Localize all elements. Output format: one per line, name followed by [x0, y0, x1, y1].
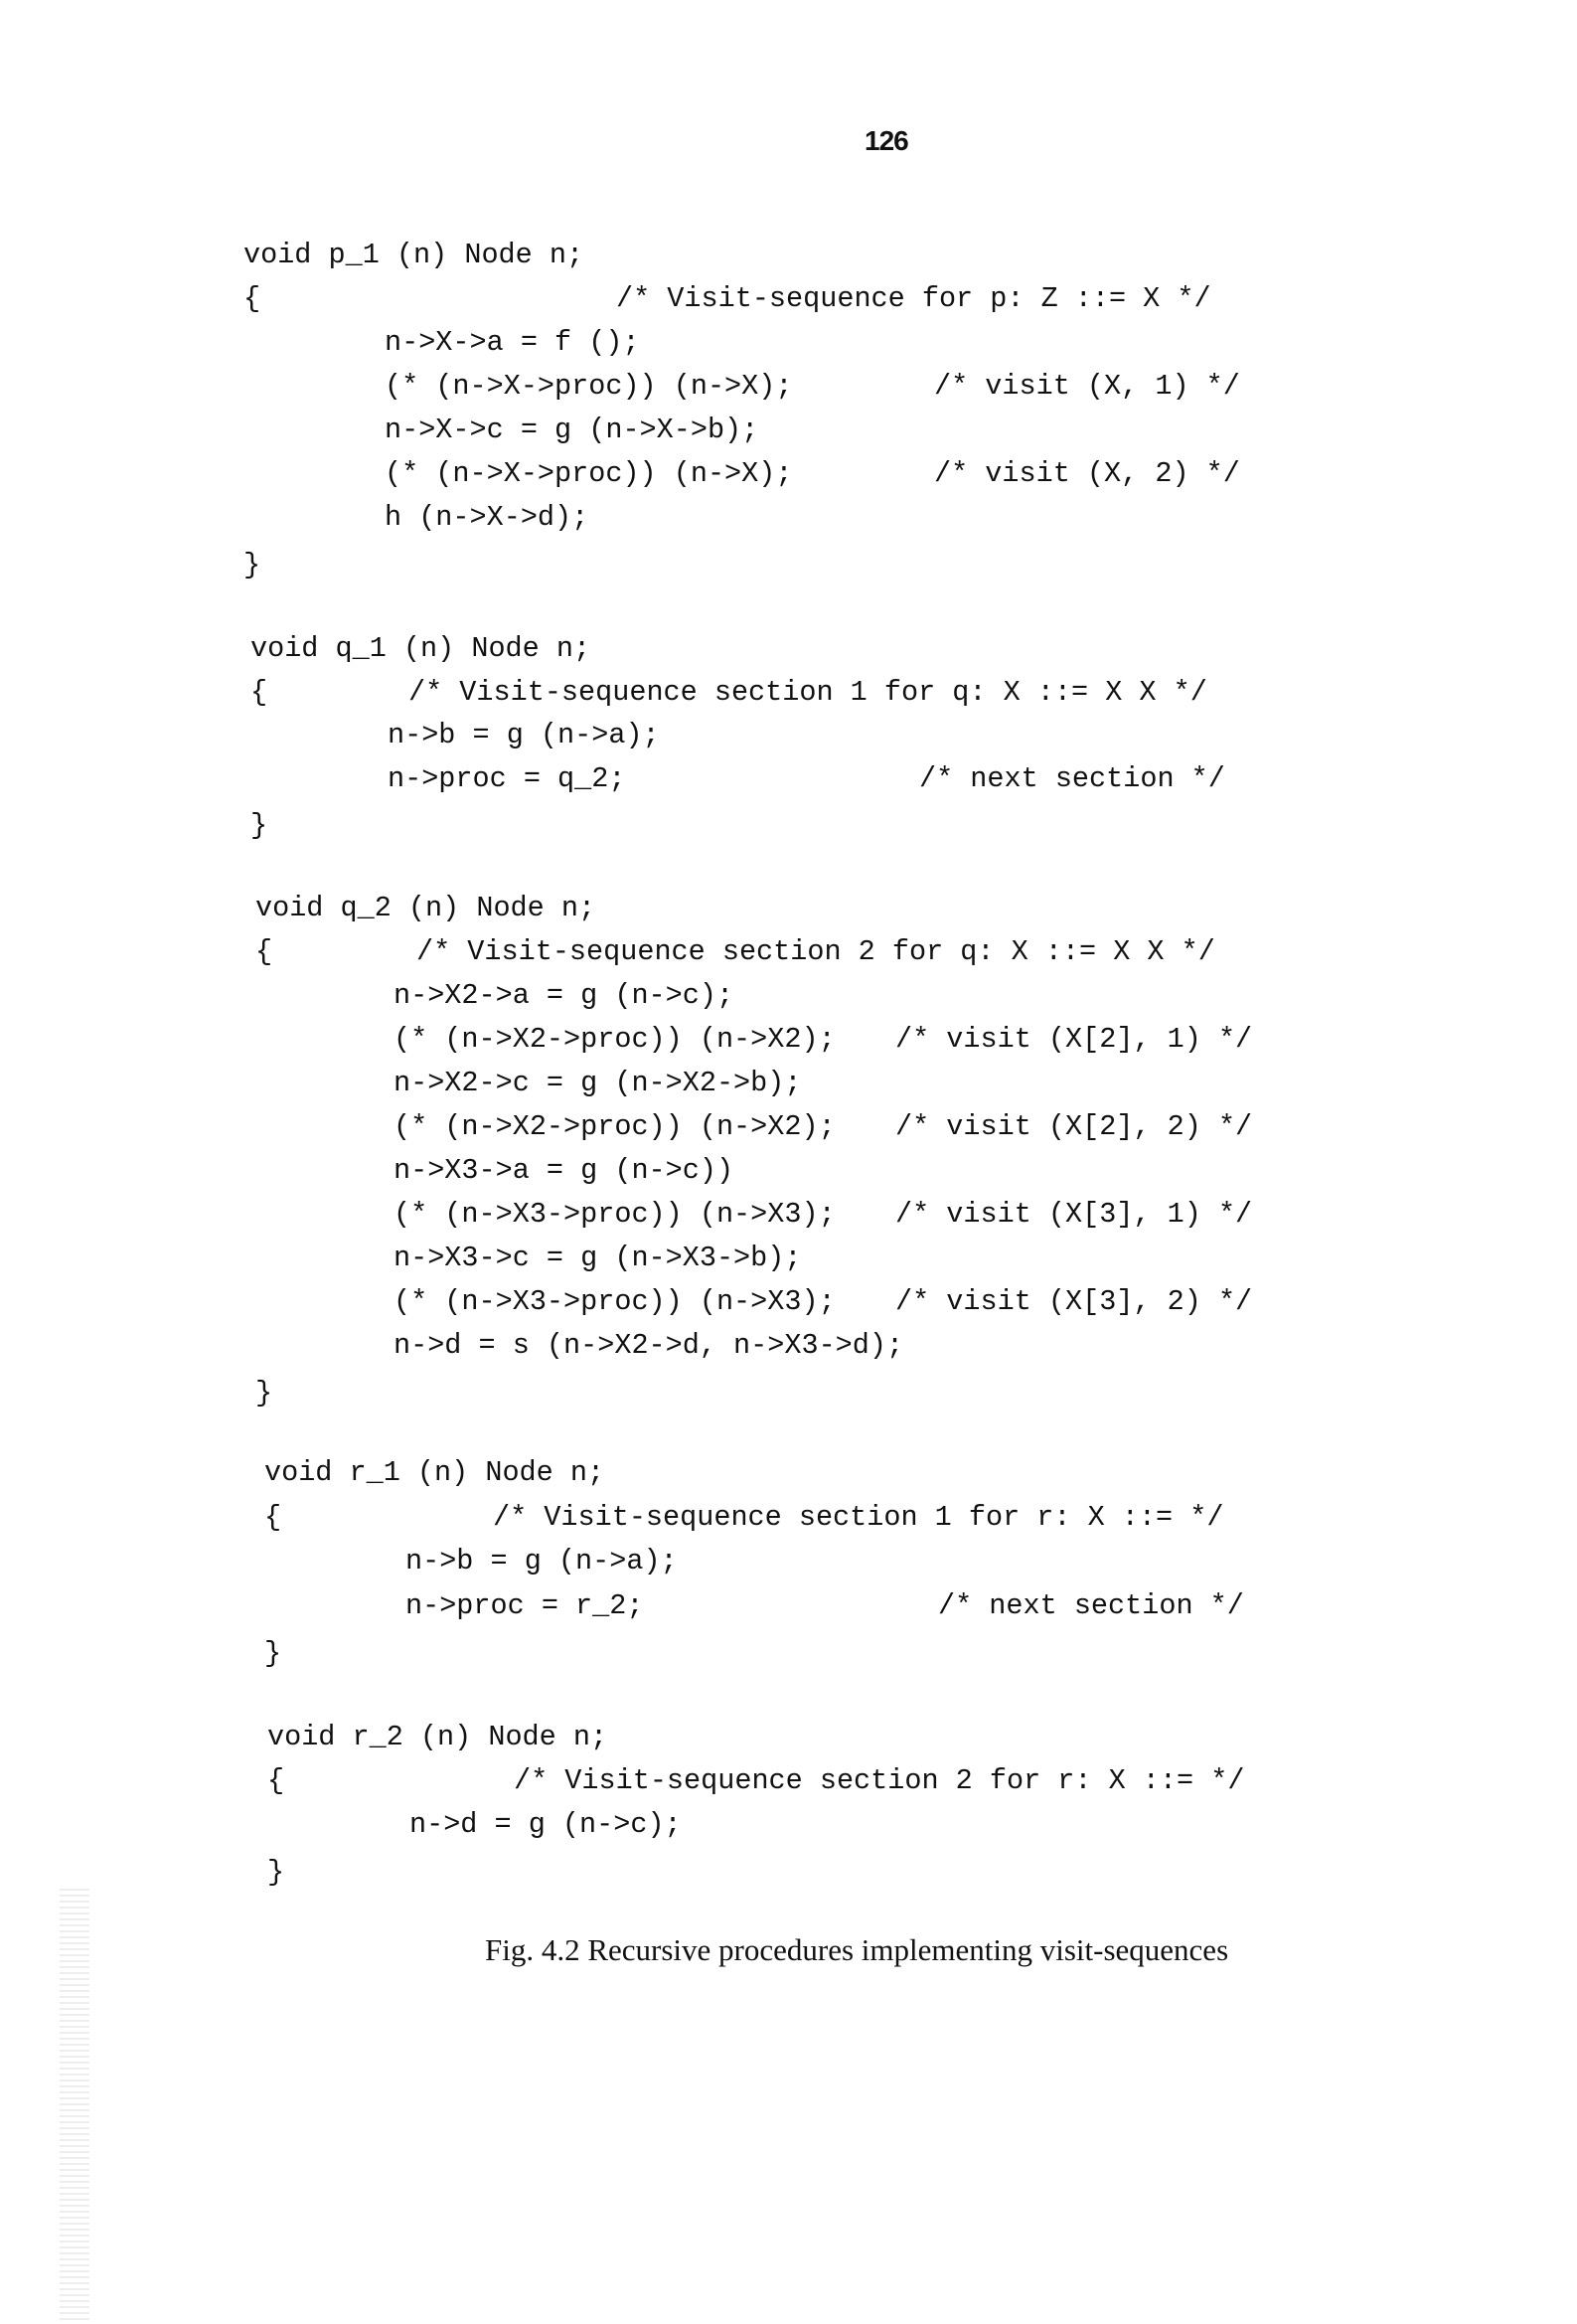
header-comment: /* Visit-sequence for p: Z ::= X */: [616, 282, 1211, 315]
scan-edge-artifact: [60, 1889, 89, 2324]
function-signature: void q_1 (n) Node n;: [250, 632, 591, 665]
code-line: (* (n->X3->proc)) (n->X3);: [394, 1285, 836, 1318]
code-comment: /* visit (X[2], 1) */: [895, 1023, 1253, 1056]
code-line: n->X3->c = g (n->X3->b);: [394, 1242, 802, 1274]
function-signature: void r_2 (n) Node n;: [267, 1721, 608, 1753]
code-line: n->X->a = f ();: [385, 326, 640, 359]
function-signature: void q_2 (n) Node n;: [255, 892, 596, 924]
open-brace: {: [264, 1500, 282, 1534]
header-comment: /* Visit-sequence section 1 for r: X ::= */: [493, 1500, 1224, 1534]
code-line: h (n->X->d);: [385, 501, 589, 534]
code-line: n->X2->c = g (n->X2->b);: [394, 1067, 802, 1099]
code-line: n->X->c = g (n->X->b);: [385, 414, 759, 446]
code-line: (* (n->X2->proc)) (n->X2);: [394, 1023, 836, 1056]
function-signature: void r_1 (n) Node n;: [264, 1456, 605, 1489]
code-line: (* (n->X->proc)) (n->X);: [385, 457, 793, 490]
close-brace: }: [264, 1637, 282, 1670]
code-comment: /* visit (X, 1) */: [934, 370, 1240, 403]
close-brace: }: [267, 1856, 285, 1889]
code-line: (* (n->X2->proc)) (n->X2);: [394, 1110, 836, 1143]
code-line: n->d = s (n->X2->d, n->X3->d);: [394, 1329, 904, 1362]
open-brace: {: [250, 675, 268, 709]
header-comment: /* Visit-sequence section 1 for q: X ::= X X */: [408, 675, 1207, 709]
code-comment: /* visit (X[2], 2) */: [895, 1110, 1253, 1143]
close-brace: }: [250, 809, 268, 842]
open-brace: {: [255, 935, 273, 968]
close-brace: }: [243, 549, 261, 581]
code-comment: /* visit (X[3], 2) */: [895, 1285, 1253, 1318]
code-line: n->d = g (n->c);: [409, 1808, 682, 1841]
code-line: n->X2->a = g (n->c);: [394, 979, 734, 1012]
code-line: (* (n->X3->proc)) (n->X3);: [394, 1198, 836, 1231]
code-line: (* (n->X->proc)) (n->X);: [385, 370, 793, 403]
code-comment: /* visit (X[3], 1) */: [895, 1198, 1253, 1231]
open-brace: {: [243, 282, 261, 315]
open-brace: {: [267, 1764, 285, 1797]
code-line: n->proc = q_2;: [388, 761, 626, 795]
code-comment: /* next section */: [919, 761, 1225, 795]
header-comment: /* Visit-sequence section 2 for q: X ::= X X */: [416, 935, 1215, 968]
header-comment: /* Visit-sequence section 2 for r: X ::= */: [514, 1764, 1245, 1797]
code-line: n->b = g (n->a);: [388, 719, 660, 751]
code-line: n->X3->a = g (n->c)): [394, 1154, 734, 1187]
code-comment: /* next section */: [938, 1588, 1244, 1622]
function-signature: void p_1 (n) Node n;: [243, 239, 584, 271]
page-number: 126: [865, 125, 908, 156]
code-line: n->proc = r_2;: [405, 1588, 644, 1622]
figure-caption: Fig. 4.2 Recursive procedures implementing visit-sequences: [485, 1932, 1229, 1967]
close-brace: }: [255, 1377, 273, 1410]
code-line: n->b = g (n->a);: [405, 1545, 678, 1577]
code-comment: /* visit (X, 2) */: [934, 457, 1240, 490]
